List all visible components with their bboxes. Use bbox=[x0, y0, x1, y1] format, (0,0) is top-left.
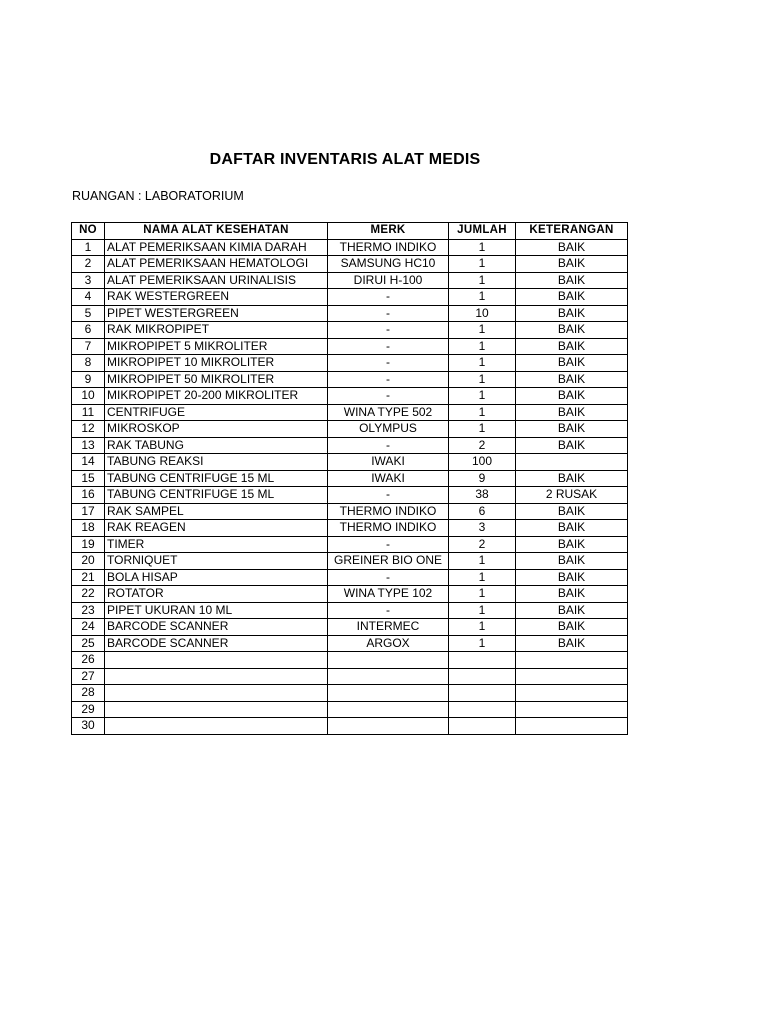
header-jumlah: JUMLAH bbox=[449, 223, 516, 240]
cell-merk: - bbox=[328, 536, 449, 553]
cell-jumlah: 1 bbox=[449, 635, 516, 652]
cell-name bbox=[105, 652, 328, 669]
cell-merk: SAMSUNG HC10 bbox=[328, 256, 449, 273]
table-row bbox=[72, 437, 628, 454]
inventory-table bbox=[71, 222, 628, 735]
cell-name: TABUNG CENTRIFUGE 15 ML bbox=[105, 470, 328, 487]
cell-name: RAK TABUNG bbox=[105, 437, 328, 454]
cell-name: MIKROPIPET 10 MIKROLITER bbox=[105, 355, 328, 372]
cell-name: ALAT PEMERIKSAAN URINALISIS bbox=[105, 272, 328, 289]
cell-jumlah bbox=[449, 668, 516, 685]
cell-no: 22 bbox=[72, 586, 105, 603]
cell-no: 13 bbox=[72, 437, 105, 454]
table-row bbox=[72, 239, 628, 256]
cell-jumlah: 1 bbox=[449, 404, 516, 421]
table-row bbox=[72, 305, 628, 322]
cell-name: RAK WESTERGREEN bbox=[105, 289, 328, 306]
cell-merk: - bbox=[328, 289, 449, 306]
cell-keterangan: BAIK bbox=[516, 239, 628, 256]
cell-keterangan bbox=[516, 718, 628, 735]
cell-name: TABUNG REAKSI bbox=[105, 454, 328, 471]
table-row bbox=[72, 421, 628, 438]
cell-jumlah: 38 bbox=[449, 487, 516, 504]
cell-name: MIKROPIPET 50 MIKROLITER bbox=[105, 371, 328, 388]
table-body bbox=[72, 239, 628, 734]
cell-merk bbox=[328, 718, 449, 735]
cell-keterangan: BAIK bbox=[516, 421, 628, 438]
cell-keterangan: BAIK bbox=[516, 437, 628, 454]
table-row bbox=[72, 701, 628, 718]
cell-name bbox=[105, 685, 328, 702]
cell-keterangan: BAIK bbox=[516, 404, 628, 421]
page-title: DAFTAR INVENTARIS ALAT MEDIS bbox=[209, 151, 481, 168]
cell-keterangan: BAIK bbox=[516, 338, 628, 355]
cell-no: 25 bbox=[72, 635, 105, 652]
cell-keterangan: BAIK bbox=[516, 619, 628, 636]
table-row bbox=[72, 685, 628, 702]
cell-no: 14 bbox=[72, 454, 105, 471]
cell-merk: - bbox=[328, 338, 449, 355]
header-merk: MERK bbox=[328, 223, 449, 240]
cell-no: 11 bbox=[72, 404, 105, 421]
table-row bbox=[72, 355, 628, 372]
cell-name: RAK REAGEN bbox=[105, 520, 328, 537]
cell-name: ALAT PEMERIKSAAN KIMIA DARAH bbox=[105, 239, 328, 256]
cell-jumlah: 1 bbox=[449, 602, 516, 619]
table-row bbox=[72, 619, 628, 636]
cell-keterangan: BAIK bbox=[516, 355, 628, 372]
cell-jumlah: 1 bbox=[449, 553, 516, 570]
cell-no: 30 bbox=[72, 718, 105, 735]
cell-jumlah: 1 bbox=[449, 421, 516, 438]
cell-merk: INTERMEC bbox=[328, 619, 449, 636]
cell-keterangan bbox=[516, 652, 628, 669]
cell-jumlah: 9 bbox=[449, 470, 516, 487]
table-row bbox=[72, 487, 628, 504]
table-row bbox=[72, 322, 628, 339]
cell-no: 26 bbox=[72, 652, 105, 669]
cell-merk: - bbox=[328, 305, 449, 322]
cell-merk: THERMO INDIKO bbox=[328, 503, 449, 520]
table-row bbox=[72, 635, 628, 652]
cell-no: 29 bbox=[72, 701, 105, 718]
cell-keterangan: BAIK bbox=[516, 553, 628, 570]
cell-merk: ARGOX bbox=[328, 635, 449, 652]
cell-merk: - bbox=[328, 602, 449, 619]
cell-keterangan: 2 RUSAK bbox=[516, 487, 628, 504]
cell-jumlah bbox=[449, 701, 516, 718]
cell-jumlah: 10 bbox=[449, 305, 516, 322]
cell-jumlah: 1 bbox=[449, 272, 516, 289]
cell-keterangan: BAIK bbox=[516, 371, 628, 388]
table-row bbox=[72, 404, 628, 421]
header-row bbox=[72, 223, 628, 240]
cell-jumlah: 1 bbox=[449, 569, 516, 586]
cell-jumlah: 6 bbox=[449, 503, 516, 520]
cell-name: BARCODE SCANNER bbox=[105, 619, 328, 636]
cell-merk: - bbox=[328, 569, 449, 586]
cell-keterangan: BAIK bbox=[516, 520, 628, 537]
cell-name: RAK MIKROPIPET bbox=[105, 322, 328, 339]
cell-name: TORNIQUET bbox=[105, 553, 328, 570]
cell-keterangan: BAIK bbox=[516, 305, 628, 322]
cell-merk: WINA TYPE 502 bbox=[328, 404, 449, 421]
cell-merk: WINA TYPE 102 bbox=[328, 586, 449, 603]
cell-no: 9 bbox=[72, 371, 105, 388]
table-row bbox=[72, 668, 628, 685]
cell-merk: DIRUI H-100 bbox=[328, 272, 449, 289]
cell-name: CENTRIFUGE bbox=[105, 404, 328, 421]
cell-name: BOLA HISAP bbox=[105, 569, 328, 586]
cell-name bbox=[105, 668, 328, 685]
cell-jumlah: 2 bbox=[449, 536, 516, 553]
cell-no: 27 bbox=[72, 668, 105, 685]
table-row bbox=[72, 503, 628, 520]
cell-jumlah: 1 bbox=[449, 338, 516, 355]
cell-merk: - bbox=[328, 322, 449, 339]
cell-keterangan: BAIK bbox=[516, 586, 628, 603]
table-row bbox=[72, 536, 628, 553]
cell-jumlah: 1 bbox=[449, 239, 516, 256]
cell-no: 28 bbox=[72, 685, 105, 702]
table-row bbox=[72, 553, 628, 570]
cell-name: MIKROSKOP bbox=[105, 421, 328, 438]
room-label: RUANGAN : LABORATORIUM bbox=[72, 189, 244, 203]
cell-name: MIKROPIPET 20-200 MIKROLITER bbox=[105, 388, 328, 405]
header-name: NAMA ALAT KESEHATAN bbox=[105, 223, 328, 240]
cell-name: MIKROPIPET 5 MIKROLITER bbox=[105, 338, 328, 355]
header-no: NO bbox=[72, 223, 105, 240]
cell-keterangan: BAIK bbox=[516, 289, 628, 306]
table-row bbox=[72, 454, 628, 471]
cell-no: 6 bbox=[72, 322, 105, 339]
cell-no: 15 bbox=[72, 470, 105, 487]
table-row bbox=[72, 652, 628, 669]
cell-no: 2 bbox=[72, 256, 105, 273]
cell-name: ROTATOR bbox=[105, 586, 328, 603]
cell-merk: OLYMPUS bbox=[328, 421, 449, 438]
table-row bbox=[72, 289, 628, 306]
cell-no: 7 bbox=[72, 338, 105, 355]
cell-merk: - bbox=[328, 355, 449, 372]
cell-merk bbox=[328, 668, 449, 685]
cell-no: 23 bbox=[72, 602, 105, 619]
cell-keterangan: BAIK bbox=[516, 635, 628, 652]
cell-no: 5 bbox=[72, 305, 105, 322]
cell-no: 21 bbox=[72, 569, 105, 586]
table-row bbox=[72, 470, 628, 487]
cell-jumlah: 1 bbox=[449, 355, 516, 372]
cell-keterangan: BAIK bbox=[516, 503, 628, 520]
cell-jumlah: 100 bbox=[449, 454, 516, 471]
cell-keterangan: BAIK bbox=[516, 272, 628, 289]
cell-keterangan: BAIK bbox=[516, 569, 628, 586]
cell-no: 24 bbox=[72, 619, 105, 636]
cell-jumlah bbox=[449, 685, 516, 702]
cell-merk: - bbox=[328, 487, 449, 504]
cell-keterangan bbox=[516, 701, 628, 718]
cell-jumlah: 1 bbox=[449, 289, 516, 306]
cell-keterangan: BAIK bbox=[516, 256, 628, 273]
cell-no: 20 bbox=[72, 553, 105, 570]
cell-merk bbox=[328, 701, 449, 718]
cell-name: ALAT PEMERIKSAAN HEMATOLOGI bbox=[105, 256, 328, 273]
cell-name: BARCODE SCANNER bbox=[105, 635, 328, 652]
cell-merk: IWAKI bbox=[328, 470, 449, 487]
cell-name bbox=[105, 701, 328, 718]
cell-name bbox=[105, 718, 328, 735]
cell-keterangan bbox=[516, 668, 628, 685]
cell-merk bbox=[328, 685, 449, 702]
cell-no: 17 bbox=[72, 503, 105, 520]
cell-no: 16 bbox=[72, 487, 105, 504]
table-row bbox=[72, 272, 628, 289]
cell-keterangan: BAIK bbox=[516, 470, 628, 487]
cell-jumlah bbox=[449, 652, 516, 669]
cell-no: 3 bbox=[72, 272, 105, 289]
cell-jumlah bbox=[449, 718, 516, 735]
cell-merk bbox=[328, 652, 449, 669]
cell-jumlah: 1 bbox=[449, 256, 516, 273]
cell-keterangan: BAIK bbox=[516, 602, 628, 619]
table-row bbox=[72, 602, 628, 619]
cell-jumlah: 1 bbox=[449, 371, 516, 388]
cell-name: PIPET UKURAN 10 ML bbox=[105, 602, 328, 619]
cell-jumlah: 1 bbox=[449, 586, 516, 603]
table-row bbox=[72, 569, 628, 586]
cell-jumlah: 1 bbox=[449, 322, 516, 339]
cell-jumlah: 1 bbox=[449, 619, 516, 636]
cell-no: 1 bbox=[72, 239, 105, 256]
cell-jumlah: 2 bbox=[449, 437, 516, 454]
cell-merk: - bbox=[328, 437, 449, 454]
table-row bbox=[72, 256, 628, 273]
cell-keterangan: BAIK bbox=[516, 388, 628, 405]
cell-name: TIMER bbox=[105, 536, 328, 553]
cell-merk: THERMO INDIKO bbox=[328, 520, 449, 537]
table-row bbox=[72, 586, 628, 603]
cell-jumlah: 1 bbox=[449, 388, 516, 405]
table-row bbox=[72, 718, 628, 735]
cell-keterangan bbox=[516, 454, 628, 471]
table-row bbox=[72, 388, 628, 405]
cell-no: 8 bbox=[72, 355, 105, 372]
cell-merk: - bbox=[328, 371, 449, 388]
cell-no: 4 bbox=[72, 289, 105, 306]
cell-name: RAK SAMPEL bbox=[105, 503, 328, 520]
cell-jumlah: 3 bbox=[449, 520, 516, 537]
table-header bbox=[72, 223, 628, 240]
cell-merk: IWAKI bbox=[328, 454, 449, 471]
header-keterangan: KETERANGAN bbox=[516, 223, 628, 240]
cell-merk: THERMO INDIKO bbox=[328, 239, 449, 256]
table-row bbox=[72, 520, 628, 537]
table-row bbox=[72, 371, 628, 388]
cell-keterangan: BAIK bbox=[516, 536, 628, 553]
cell-keterangan: BAIK bbox=[516, 322, 628, 339]
cell-keterangan bbox=[516, 685, 628, 702]
table-row bbox=[72, 338, 628, 355]
cell-name: PIPET WESTERGREEN bbox=[105, 305, 328, 322]
cell-merk: - bbox=[328, 388, 449, 405]
cell-no: 19 bbox=[72, 536, 105, 553]
cell-no: 10 bbox=[72, 388, 105, 405]
cell-merk: GREINER BIO ONE bbox=[328, 553, 449, 570]
cell-no: 18 bbox=[72, 520, 105, 537]
cell-no: 12 bbox=[72, 421, 105, 438]
cell-name: TABUNG CENTRIFUGE 15 ML bbox=[105, 487, 328, 504]
